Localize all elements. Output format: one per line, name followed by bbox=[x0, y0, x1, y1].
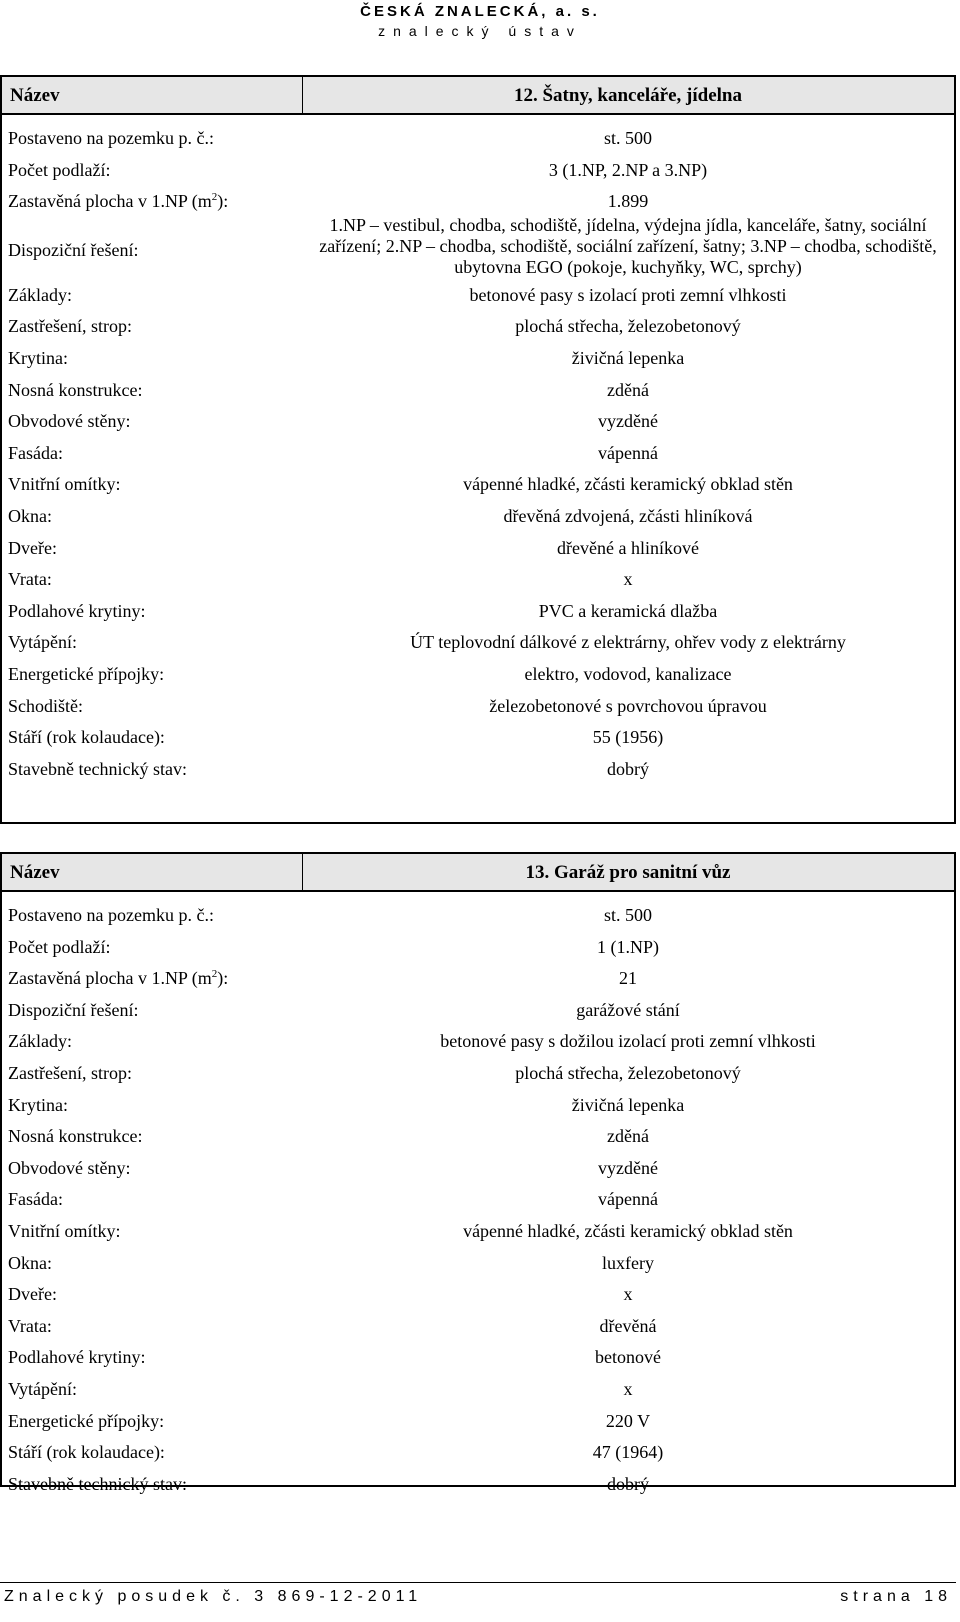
table-row bbox=[0, 658, 956, 690]
section-title-bar bbox=[0, 852, 956, 892]
document-number: Znalecký posudek č. 3 869-12-2011 bbox=[4, 1588, 423, 1605]
row-label: Základy: bbox=[8, 284, 72, 305]
name-label: Název bbox=[10, 862, 60, 883]
name-label: Název bbox=[10, 85, 60, 106]
row-value: 3 (1.NP, 2.NP a 3.NP) bbox=[548, 159, 708, 180]
table-row bbox=[0, 595, 956, 627]
row-label: Počet podlaží: bbox=[8, 159, 111, 180]
row-label: Stavebně technický stav: bbox=[8, 1473, 187, 1494]
section-title-bar bbox=[0, 75, 956, 115]
row-label: Zastavěná plocha v 1.NP $(m^2)$: bbox=[8, 191, 229, 212]
row-value: 21 bbox=[619, 968, 637, 989]
table-row bbox=[0, 1025, 956, 1057]
row-label: Zastřešení, strop: bbox=[8, 316, 132, 337]
row-value: x bbox=[623, 1284, 633, 1305]
table-row bbox=[0, 1057, 956, 1089]
row-value: dobrý bbox=[607, 1473, 649, 1494]
row-label: Stáří (rok kolaudace): bbox=[8, 727, 165, 748]
table-row bbox=[0, 1247, 956, 1279]
row-label: Fasáda: bbox=[8, 442, 63, 463]
table-row bbox=[0, 899, 956, 931]
row-label: Zastřešení, strop: bbox=[8, 1063, 132, 1083]
row-label: Základy: bbox=[8, 1031, 72, 1052]
section-title: 12. Šatny, kanceláře, jídelna bbox=[513, 85, 742, 106]
row-label: Dispoziční řešení: bbox=[8, 999, 139, 1020]
table-row bbox=[0, 1120, 956, 1152]
table-row bbox=[0, 154, 956, 186]
row-value: 1.899 bbox=[607, 191, 649, 212]
row-value: vápenná bbox=[598, 442, 658, 463]
row-label: Obvodové stěny: bbox=[8, 411, 131, 432]
row-value: x bbox=[623, 1379, 633, 1399]
row-value: 55 (1956) bbox=[592, 727, 664, 748]
row-label: Obvodové stěny: bbox=[8, 1157, 131, 1178]
table-row bbox=[0, 122, 956, 154]
row-value: betonové pasy s dožilou izolací proti zemní vlhkosti bbox=[440, 1031, 816, 1052]
table-row bbox=[0, 563, 956, 595]
row-value: vápenné hladké, zčásti keramický obklad stěn bbox=[463, 474, 793, 495]
table-row bbox=[0, 532, 956, 564]
row-label: Dispoziční řešení: bbox=[8, 239, 139, 260]
row-value: betonové pasy s izolací proti zemní vlhkosti bbox=[469, 284, 787, 305]
row-label: Fasáda: bbox=[8, 1189, 63, 1210]
row-value: zděná bbox=[607, 379, 649, 400]
row-label: Energetické přípojky: bbox=[8, 1410, 165, 1431]
row-label: Postaveno na pozemku p. č.: bbox=[8, 905, 214, 925]
table-row bbox=[0, 1152, 956, 1184]
row-label: Energetické přípojky: bbox=[8, 664, 165, 684]
table-row bbox=[0, 994, 956, 1026]
row-value: betonové bbox=[595, 1347, 661, 1368]
row-value: 47 (1964) bbox=[592, 1442, 664, 1463]
row-label: Stáří (rok kolaudace): bbox=[8, 1442, 165, 1463]
row-value: živičná lepenka bbox=[571, 1094, 685, 1115]
table-row bbox=[0, 721, 956, 753]
table-row bbox=[0, 1183, 956, 1215]
page-footer bbox=[0, 1582, 956, 1605]
row-label: Dveře: bbox=[8, 1284, 57, 1305]
row-value: vyzděné bbox=[598, 411, 658, 432]
table-row bbox=[0, 405, 956, 437]
row-label: Podlahové krytiny: bbox=[8, 1347, 146, 1368]
row-label: Krytina: bbox=[8, 1094, 68, 1115]
table-row bbox=[0, 753, 956, 785]
table-row bbox=[0, 1278, 956, 1310]
row-value: vápenná bbox=[598, 1189, 658, 1210]
table-row bbox=[0, 310, 956, 342]
table-row bbox=[0, 931, 956, 963]
row-label: Nosná konstrukce: bbox=[8, 1126, 143, 1147]
row-label: Vytápění: bbox=[8, 632, 77, 653]
row-label: Počet podlaží: bbox=[8, 936, 111, 957]
table-row bbox=[0, 214, 956, 279]
row-value: dřevěná bbox=[599, 1315, 657, 1336]
table-row bbox=[0, 468, 956, 500]
row-value: železobetonové s povrchovou úpravou bbox=[489, 695, 767, 716]
table-row bbox=[0, 1405, 956, 1437]
row-value: vyzděné bbox=[598, 1157, 658, 1178]
table-row bbox=[0, 342, 956, 374]
row-value: 220 V bbox=[605, 1410, 651, 1431]
row-label: Vytápění: bbox=[8, 1379, 77, 1399]
row-value: živičná lepenka bbox=[571, 348, 685, 368]
row-value: elektro, vodovod, kanalizace bbox=[524, 664, 732, 684]
table-row bbox=[0, 1215, 956, 1247]
table-row bbox=[0, 1436, 956, 1468]
table-row bbox=[0, 626, 956, 658]
row-value: luxfery bbox=[602, 1252, 654, 1273]
row-value: 1.NP – vestibul, chodba, schodiště, jídelna, výdejna jídla, kanceláře, šatny, sociální zařízení; 2.NP – chodba, schodiště, sociální zařízení, šatny; 3.NP – chodba, schodiště, ubytovna EGO (pokoje, kuchyňky, WC, sprchy) bbox=[319, 214, 937, 277]
row-label: Nosná konstrukce: bbox=[8, 379, 143, 400]
table-row bbox=[0, 690, 956, 722]
company-subtitle: znalecký ústav bbox=[378, 23, 582, 39]
table-row bbox=[0, 437, 956, 469]
row-label: Stavebně technický stav: bbox=[8, 758, 187, 779]
page-number: strana 18 bbox=[840, 1588, 952, 1605]
row-value: PVC a keramická dlažba bbox=[538, 600, 718, 621]
table-row bbox=[0, 500, 956, 532]
row-label: Vnitřní omítky: bbox=[8, 474, 121, 495]
row-label: Vnitřní omítky: bbox=[8, 1221, 121, 1241]
row-label: Postaveno na pozemku p. č.: bbox=[8, 128, 214, 148]
row-value: st. 500 bbox=[603, 905, 652, 925]
row-label: Krytina: bbox=[8, 348, 68, 368]
row-value: zděná bbox=[607, 1126, 649, 1147]
row-label: Okna: bbox=[8, 1252, 52, 1273]
row-value: st. 500 bbox=[603, 128, 652, 148]
row-value: plochá střecha, železobetonový bbox=[515, 316, 741, 337]
row-label: Vrata: bbox=[8, 1315, 52, 1336]
row-value: ÚT teplovodní dálkové z elektrárny, ohřev vody z elektrárny bbox=[410, 632, 846, 653]
row-label: Podlahové krytiny: bbox=[8, 600, 146, 621]
table-row bbox=[0, 185, 956, 217]
row-value: plochá střecha, železobetonový bbox=[515, 1063, 741, 1083]
table-row bbox=[0, 1373, 956, 1405]
row-value: dobrý bbox=[607, 758, 649, 779]
row-value: dřevěná zdvojená, zčásti hliníková bbox=[503, 506, 753, 526]
table-row bbox=[0, 962, 956, 994]
table-row bbox=[0, 374, 956, 406]
superscript: 2 bbox=[211, 191, 218, 204]
row-label: Zastavěná plocha v 1.NP $(m^2)$: bbox=[8, 968, 229, 989]
row-value: garážové stání bbox=[576, 999, 680, 1020]
table-row bbox=[0, 1089, 956, 1121]
section-title: 13. Garáž pro sanitní vůz bbox=[525, 862, 731, 883]
row-value: vápenné hladké, zčásti keramický obklad stěn bbox=[463, 1221, 793, 1241]
row-value: dřevěné a hliníkové bbox=[557, 537, 699, 558]
company-name: ČESKÁ ZNALECKÁ, a. s. bbox=[360, 3, 600, 20]
table-row bbox=[0, 1341, 956, 1373]
table-row bbox=[0, 1310, 956, 1342]
superscript: 2 bbox=[211, 968, 218, 981]
row-value: x bbox=[623, 569, 633, 590]
table-row bbox=[0, 1468, 956, 1500]
row-label: Dveře: bbox=[8, 537, 57, 558]
row-label: Schodiště: bbox=[8, 695, 83, 716]
row-label: Okna: bbox=[8, 506, 52, 526]
table-row bbox=[0, 279, 956, 311]
row-value: 1 (1.NP) bbox=[597, 936, 659, 957]
row-label: Vrata: bbox=[8, 569, 52, 590]
